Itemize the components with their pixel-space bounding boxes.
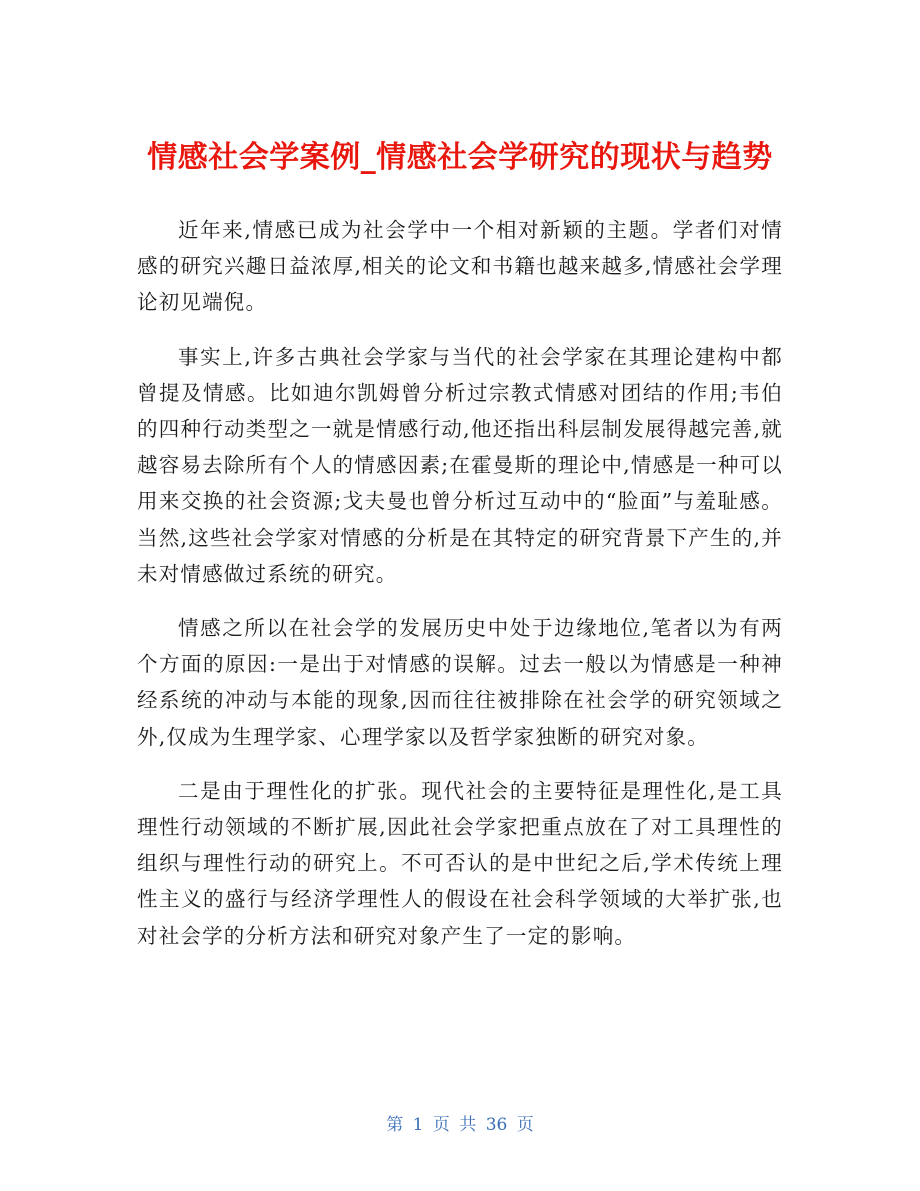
paragraph-2: 事实上,许多古典社会学家与当代的社会学家在其理论建构中都曾提及情感。比如迪尔凯姆曾分析过宗教式情感对团结的作用;韦伯的四种行动类型之一就是情感行动,他还指出科层制发展得越完善,就越容易去除所有个人的情感因素;在霍曼斯的理论中,情感是一种可以用来交换的社会资源;戈夫曼也曾分析过互动中的“脸面”与羞耻感。当然,这些社会学家对情感的分析是在其特定的研究背景下产生的,并未对情感做过系统的研究。 [137, 344, 783, 586]
document-body [137, 212, 783, 972]
paragraph-4: 二是由于理性化的扩张。现代社会的主要特征是理性化,是工具理性行动领域的不断扩展,因此社会学家把重点放在了对工具理性的组织与理性行动的研究上。不可否认的是中世纪之后,学术传统上理性主义的盛行与经济学理性人的假设在社会科学领域的大举扩张,也对社会学的分析方法和研究对象产生了一定的影响。 [137, 778, 783, 948]
document-title: 情感社会学案例_情感社会学研究的现状与趋势 [147, 140, 773, 176]
paragraph-1: 近年来,情感已成为社会学中一个相对新颖的主题。学者们对情感的研究兴趣日益浓厚,相关的论文和书籍也越来越多,情感社会学理论初见端倪。 [137, 218, 783, 315]
paragraph-3: 情感之所以在社会学的发展历史中处于边缘地位,笔者以为有两个方面的原因:一是出于对情感的误解。过去一般以为情感是一种神经系统的冲动与本能的现象,因而往往被排除在社会学的研究领域之外,仅成为生理学家、心理学家以及哲学家独断的研究对象。 [137, 616, 783, 749]
page-number-footer: 第 1 页 共 36 页 [386, 1115, 534, 1135]
